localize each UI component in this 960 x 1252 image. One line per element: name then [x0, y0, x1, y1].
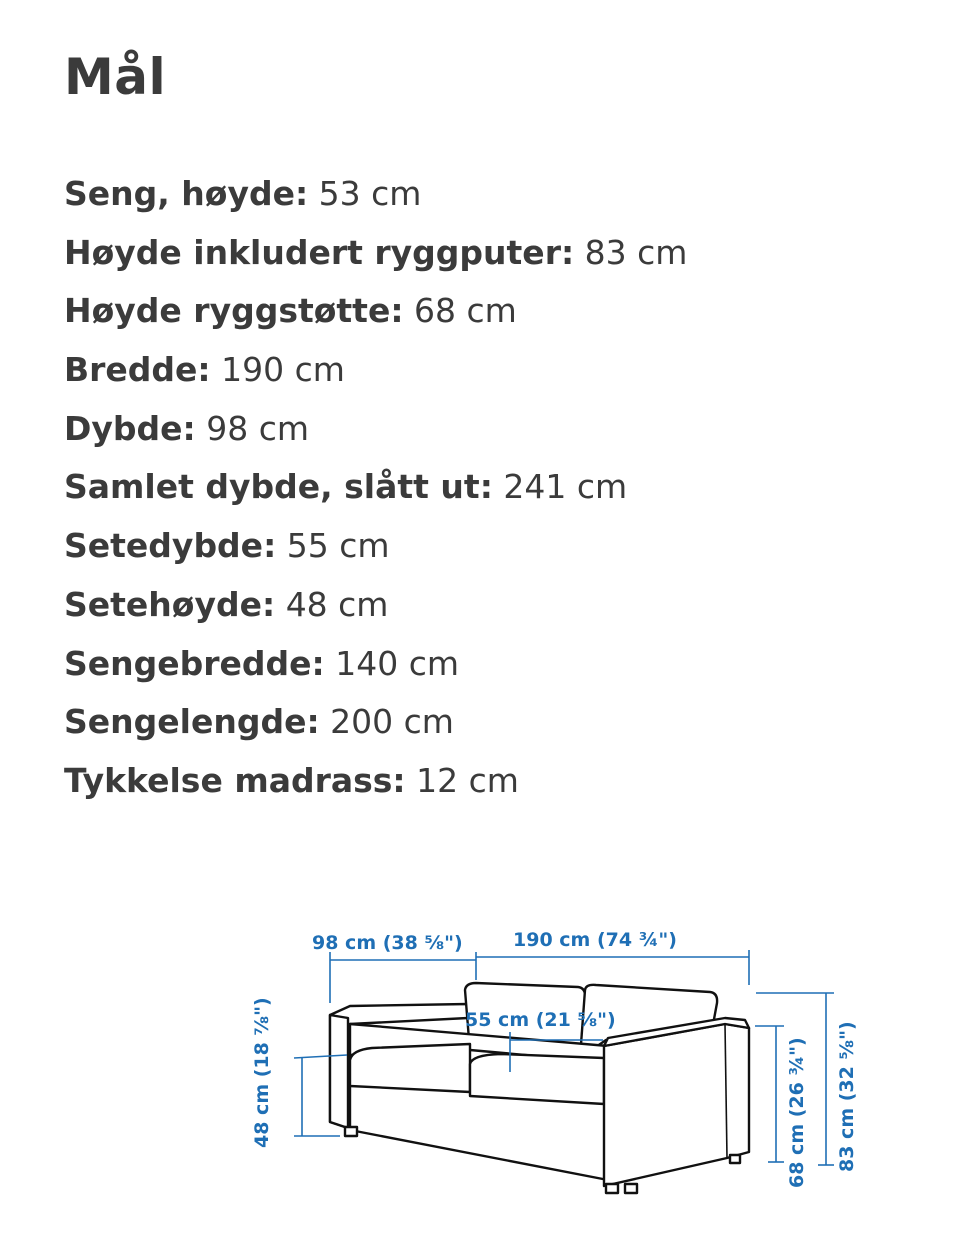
spec-row: [64, 520, 687, 579]
spec-label: Høyde inkludert ryggputer:: [64, 232, 575, 272]
spec-row: [64, 638, 687, 697]
seat-height-label: 48 cm (18 ⅞"): [251, 997, 273, 1148]
spec-label: Seng, høyde:: [64, 174, 309, 213]
spec-label: Tykkelse madrass:: [64, 760, 406, 800]
spec-label: Samlet dybde, slått ut:: [64, 467, 493, 507]
spec-row: [64, 461, 687, 520]
spec-value: 53 cm: [318, 174, 422, 213]
spec-value: 48 cm: [285, 584, 389, 624]
spec-value: 55 cm: [286, 526, 390, 566]
spec-row: [64, 579, 687, 638]
spec-row: [64, 755, 687, 814]
spec-label: Bredde:: [64, 350, 211, 390]
seat-depth-label: 55 cm (21 ⅝"): [465, 1009, 616, 1031]
total-height-label: 83 cm (32 ⅝"): [836, 1021, 858, 1172]
page-title: Mål: [64, 48, 167, 106]
spec-value: 68 cm: [414, 291, 517, 331]
spec-row: [64, 696, 687, 755]
spec-row: [64, 344, 687, 403]
depth-label: 98 cm (38 ⅝"): [312, 932, 463, 954]
spec-row: [64, 168, 687, 227]
back-height-label: 68 cm (26 ¾"): [786, 1037, 808, 1188]
spec-label: Sengelengde:: [64, 702, 320, 742]
spec-value: 190 cm: [221, 350, 345, 390]
spec-label: Setehøyde:: [64, 584, 276, 624]
spec-value: 98 cm: [206, 408, 310, 448]
spec-value: 241 cm: [503, 467, 628, 507]
spec-label: Setedybde:: [64, 526, 277, 566]
spec-label: Sengebredde:: [64, 643, 325, 683]
sofa-dimension-diagram: [240, 900, 880, 1210]
spec-row: [64, 227, 687, 286]
width-label: 190 cm (74 ¾"): [513, 929, 677, 951]
spec-row: [64, 403, 687, 462]
spec-label: Dybde:: [64, 408, 196, 448]
spec-value: 83 cm: [584, 232, 688, 272]
spec-label: Høyde ryggstøtte:: [64, 291, 404, 331]
spec-row: [64, 285, 687, 344]
spec-value: 200 cm: [330, 702, 454, 742]
spec-value: 140 cm: [335, 643, 460, 683]
spec-value: 12 cm: [416, 760, 519, 800]
dimensions-list: [64, 168, 687, 814]
